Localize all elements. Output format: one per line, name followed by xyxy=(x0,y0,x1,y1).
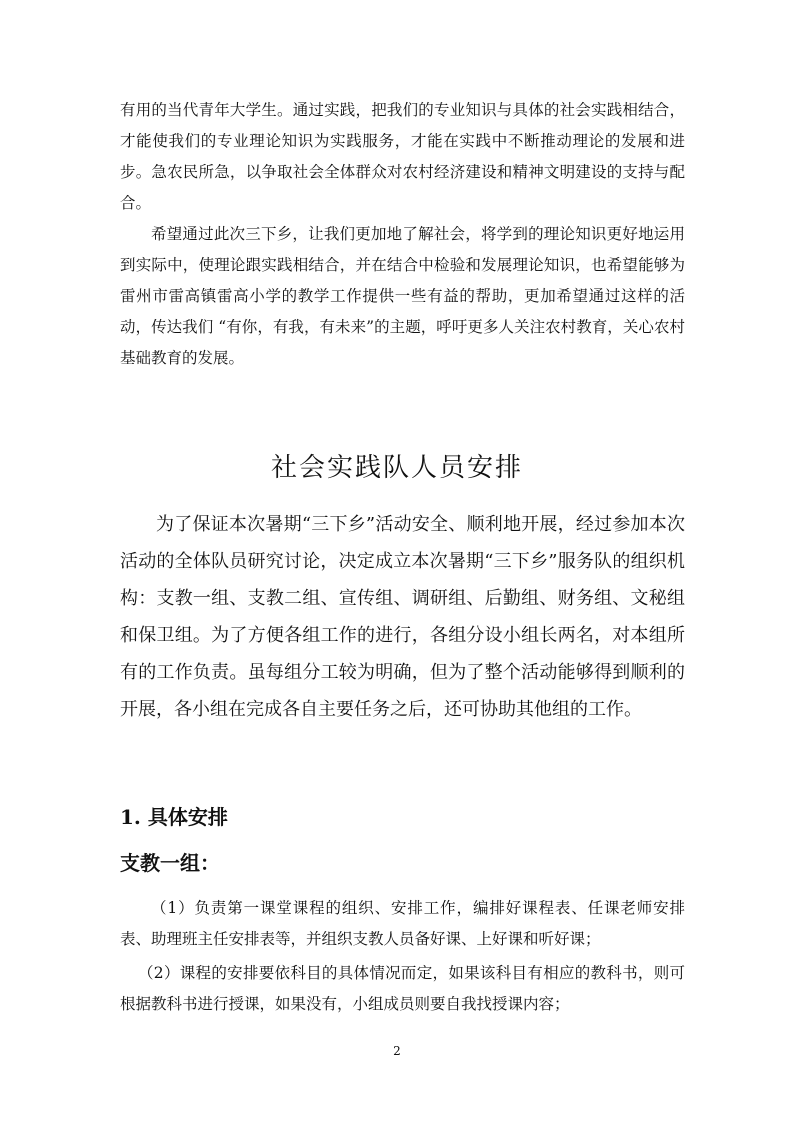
paragraph-intro-continued: 有用的当代青年大学生。通过实践，把我们的专业知识与具体的社会实践相结合，才能使我们的专业理论知识为实践服务，才能在实践中不断推动理论的发展和进步。急农民所急，以争取社会全体群众对农村经济建设和精神文明建设的支持与配合。 xyxy=(120,101,685,212)
heading-arrangement: 1. 具体安排 xyxy=(120,805,228,829)
page-number: 2 xyxy=(393,1044,401,1058)
paragraph-organization: 为了保证本次暑期“三下乡”活动安全、顺利地开展，经过参加本次活动的全体队员研究讨论，决定成立本次暑期“三下乡”服务队的组织机构：支教一组、支教二组、宣传组、调研组、后勤组、财务组、文秘组和保卫组。为了方便各组工作的进行，各组分设小组长两名，对本组所有的工作负责。虽每组分工较为明确，但为了整个活动能够得到顺利的开展，各小组在完成各自主要任务之后，还可协助其他组的工作。 xyxy=(120,514,685,720)
section-title: 社会实践队人员安排 xyxy=(270,453,523,483)
list-item: （1）负责第一课堂课程的组织、安排工作，编排好课程表、任课老师安排表、助理班主任安排表等，并组织支教人员备好课、上好课和听好课； xyxy=(120,899,685,948)
paragraph-hope: 希望通过此次三下乡，让我们更加地了解社会，将学到的理论知识更好地运用到实际中，使理论跟实践相结合，并在结合中检验和发展理论知识，也希望能够为雷州市雷高镇雷高小学的教学工作提供一些有益的帮助，更加希望通过这样的活动，传达我们 “有你，有我，有未来”的主题，呼吁更多人关注农村教育，关心农村基础教育的发展。 xyxy=(120,225,685,367)
heading-teaching-group-one: 支教一组： xyxy=(120,851,220,875)
list-item: （2）课程的安排要依科目的具体情况而定，如果该科目有相应的教科书，则可根据教科书进行授课，如果没有，小组成员则要自我找授课内容； xyxy=(120,964,685,1013)
